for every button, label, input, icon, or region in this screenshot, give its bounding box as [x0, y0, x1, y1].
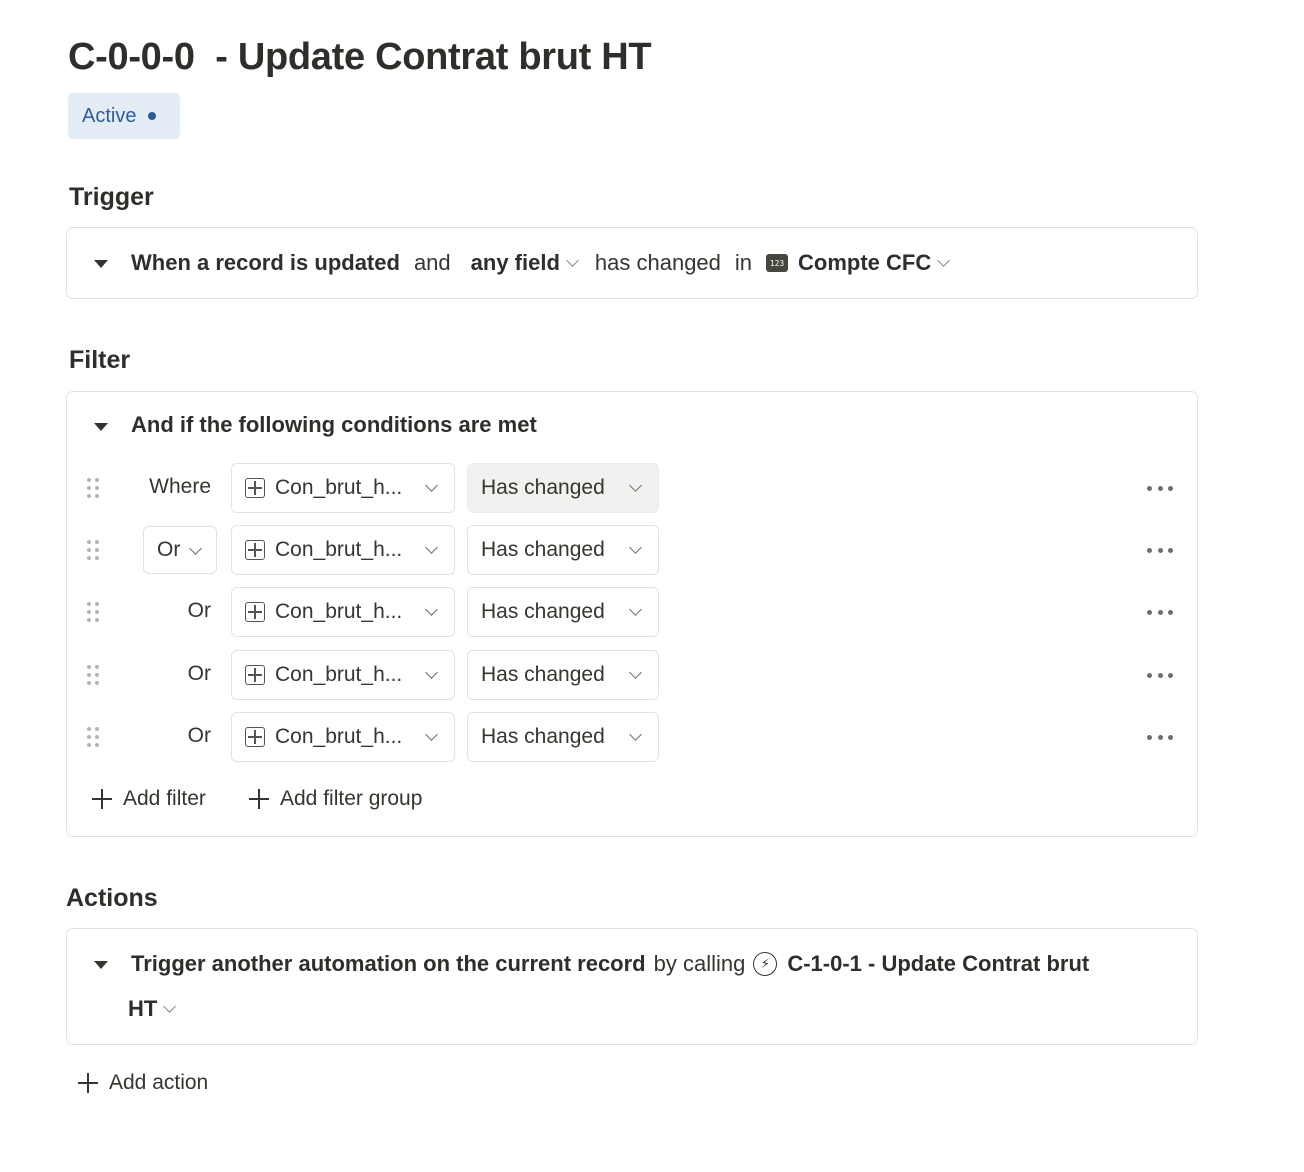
- trigger-sentence: [131, 228, 952, 298]
- lightning-bolt-icon: ⚡︎: [753, 952, 777, 976]
- add-action-button[interactable]: [78, 1071, 208, 1095]
- condition-dropdown[interactable]: [467, 587, 659, 637]
- filter-header: And if the following conditions are met: [131, 412, 537, 437]
- status-dot-icon: [148, 112, 156, 120]
- formula-icon: [245, 727, 265, 747]
- condition-label: Has changed: [481, 725, 605, 748]
- more-options-icon[interactable]: [1147, 486, 1173, 492]
- target-automation-line1[interactable]: C-1-0-1 - Update Contrat brut: [787, 951, 1090, 976]
- condition-dropdown[interactable]: [467, 525, 659, 575]
- add-filter-label: Add filter: [123, 787, 206, 810]
- filter-card: [66, 391, 1198, 837]
- add-filter-button[interactable]: [92, 787, 206, 811]
- condition-dropdown[interactable]: [467, 650, 659, 700]
- filter-row: [67, 525, 1197, 575]
- page-title[interactable]: C-0-0-0 - Update Contrat brut HT: [68, 36, 652, 78]
- chevron-down-icon: [566, 254, 579, 267]
- conjunction-label: Or: [187, 662, 211, 685]
- chevron-down-icon: [629, 666, 642, 679]
- trigger-event[interactable]: When a record is updated: [131, 250, 400, 275]
- plus-icon: [78, 1073, 98, 1093]
- condition-dropdown[interactable]: [467, 712, 659, 762]
- chevron-down-icon: [163, 1000, 176, 1013]
- chevron-down-icon: [629, 541, 642, 554]
- chevron-down-icon: [425, 666, 438, 679]
- formula-icon: [245, 602, 265, 622]
- add-filter-group-button[interactable]: [249, 787, 422, 811]
- actions-section-title: Actions: [66, 884, 158, 912]
- more-options-icon[interactable]: [1147, 548, 1173, 554]
- action-sentence: [131, 951, 1089, 977]
- by-calling-text: by calling: [653, 951, 746, 976]
- chevron-down-icon: [937, 254, 950, 267]
- field-dropdown[interactable]: [231, 712, 455, 762]
- condition-dropdown[interactable]: [467, 463, 659, 513]
- more-options-icon[interactable]: [1147, 735, 1173, 741]
- filter-row: [67, 463, 1197, 513]
- condition-label: Has changed: [481, 476, 605, 499]
- field-dropdown[interactable]: [231, 587, 455, 637]
- condition-label: Has changed: [481, 600, 605, 623]
- drag-handle-icon[interactable]: [86, 476, 100, 500]
- formula-icon: [245, 540, 265, 560]
- condition-label: Has changed: [481, 538, 605, 561]
- target-automation-line2: HT: [128, 996, 158, 1021]
- condition-label: Has changed: [481, 663, 605, 686]
- chevron-down-icon: [425, 603, 438, 616]
- chevron-down-icon: [425, 479, 438, 492]
- drag-handle-icon[interactable]: [86, 538, 100, 562]
- field-dropdown[interactable]: [231, 525, 455, 575]
- status-badge[interactable]: [68, 93, 180, 139]
- filter-row: [67, 712, 1197, 762]
- filter-section-title: Filter: [69, 346, 131, 374]
- trigger-section-title: Trigger: [69, 183, 154, 211]
- database-label: Compte CFC: [798, 250, 932, 275]
- trigger-and-word: and: [413, 250, 451, 275]
- chevron-down-icon: [425, 541, 438, 554]
- conjunction-label: Or: [187, 599, 211, 622]
- formula-icon: [245, 665, 265, 685]
- conjunction-label: Where: [149, 475, 211, 498]
- field-dropdown[interactable]: [231, 463, 455, 513]
- conjunction-dropdown[interactable]: [143, 526, 217, 574]
- chevron-down-icon: [629, 479, 642, 492]
- target-automation-continued[interactable]: [128, 996, 178, 1022]
- conjunction-label: Or: [157, 538, 181, 561]
- number-database-icon: 123: [766, 254, 788, 272]
- filter-row: [67, 650, 1197, 700]
- conjunction-label: Or: [187, 724, 211, 747]
- add-filter-group-label: Add filter group: [280, 787, 423, 810]
- chevron-down-icon: [189, 542, 202, 555]
- field-selector[interactable]: [471, 250, 581, 276]
- drag-handle-icon[interactable]: [86, 600, 100, 624]
- drag-handle-icon[interactable]: [86, 725, 100, 749]
- collapse-caret-icon[interactable]: [94, 423, 108, 431]
- collapse-caret-icon[interactable]: [94, 961, 108, 969]
- action-card: [66, 928, 1198, 1045]
- field-label: Con_brut_h...: [275, 538, 403, 561]
- collapse-caret-icon[interactable]: [94, 260, 108, 268]
- field-label: Con_brut_h...: [275, 476, 403, 499]
- trigger-has-changed: has changed: [594, 250, 721, 275]
- status-label: Active: [82, 104, 137, 127]
- add-action-label: Add action: [109, 1071, 209, 1094]
- field-label: Con_brut_h...: [275, 725, 403, 748]
- trigger-in-word: in: [734, 250, 753, 275]
- formula-icon: [245, 478, 265, 498]
- database-selector[interactable]: [766, 250, 952, 276]
- field-dropdown[interactable]: [231, 650, 455, 700]
- field-label: Con_brut_h...: [275, 663, 403, 686]
- chevron-down-icon: [425, 728, 438, 741]
- more-options-icon[interactable]: [1147, 673, 1173, 679]
- chevron-down-icon: [629, 603, 642, 616]
- field-label: Con_brut_h...: [275, 600, 403, 623]
- field-selector-label: any field: [470, 250, 560, 275]
- filter-row: [67, 587, 1197, 637]
- plus-icon: [92, 789, 112, 809]
- trigger-card: [66, 227, 1198, 299]
- plus-icon: [249, 789, 269, 809]
- chevron-down-icon: [629, 728, 642, 741]
- more-options-icon[interactable]: [1147, 610, 1173, 616]
- action-type[interactable]: Trigger another automation on the current record: [131, 951, 646, 976]
- drag-handle-icon[interactable]: [86, 663, 100, 687]
